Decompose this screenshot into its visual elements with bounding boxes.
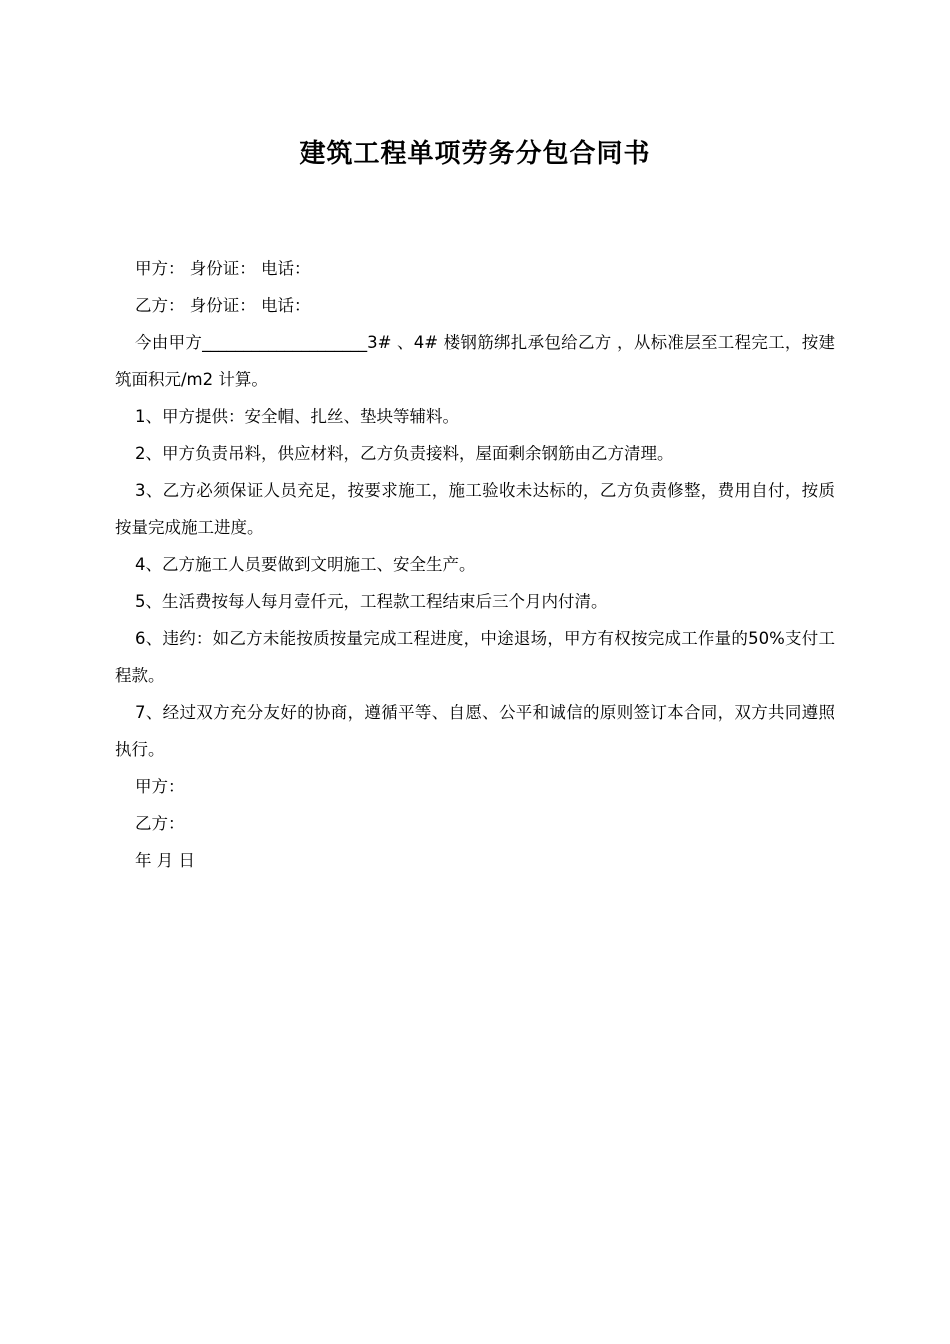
clause-3: 3、乙方必须保证人员充足，按要求施工，施工验收未达标的，乙方负责修整，费用自付，按质按量完成施工进度。 — [115, 481, 835, 537]
clause-6: 6、违约：如乙方未能按质按量完成工程进度，中途退场，甲方有权按完成工作量的50%支付工程款。 — [115, 629, 835, 685]
clause-7: 7、经过双方充分友好的协商，遵循平等、自愿、公平和诚信的原则签订本合同，双方共同遵照执行。 — [115, 703, 835, 759]
clause-5: 5、生活费按每人每月壹仟元，工程款工程结束后三个月内付清。 — [135, 592, 608, 611]
clause-4: 4、乙方施工人员要做到文明施工、安全生产。 — [135, 555, 476, 574]
signature-party-a: 甲方： — [135, 777, 185, 796]
clause-2: 2、甲方负责吊料，供应材料，乙方负责接料，屋面剩余钢筋由乙方清理。 — [135, 444, 674, 463]
clause-1: 1、甲方提供：安全帽、扎丝、垫块等辅料。 — [135, 407, 459, 426]
signature-date: 年 月 日 — [135, 851, 195, 870]
signature-party-b: 乙方： — [135, 814, 185, 833]
contract-intro: 今由甲方____________________3# 、4# 楼钢筋绑扎承包给乙方 ，从标准层至工程完工，按建筑面积元/m2 计算。 — [115, 333, 835, 389]
document-body — [115, 250, 835, 879]
party-a-line: 甲方： 身份证： 电话： — [135, 259, 311, 278]
document-title: 建筑工程单项劳务分包合同书 — [299, 139, 651, 169]
party-b-line: 乙方： 身份证： 电话： — [135, 296, 311, 315]
